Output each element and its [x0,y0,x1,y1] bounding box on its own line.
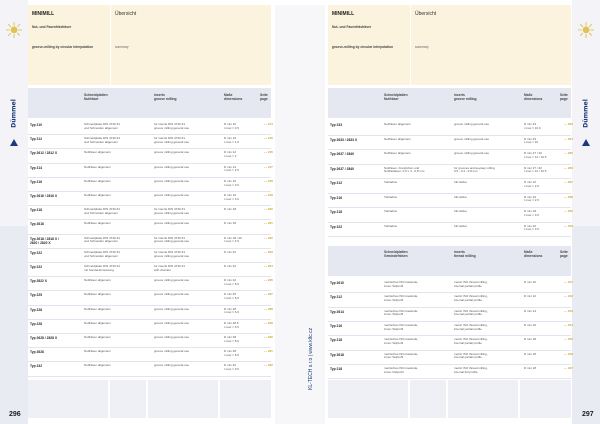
inserts-cell: for grooves and keyway milling 0.5 - 0.4 - 0.8 mm [454,165,496,174]
holder-cell: Nutfräsen allgemein [384,136,411,141]
type-cell: Typ 2612 / 2812 X [30,151,58,156]
holder-cell: Nutfräsen allgemein [84,335,111,339]
inserts-cell: groove milling general use [154,150,190,155]
table-row [28,178,271,192]
holder-cell: Vollradius [384,223,398,228]
type-cell: Typ 212 [330,295,343,300]
page-cell[interactable]: — 236 [564,165,573,170]
page-cell[interactable]: — 216 [264,150,273,155]
type-cell: Typ 2637 / 2840 [330,166,354,171]
page-cell[interactable]: — 246 [564,351,573,356]
dims-cell: D min 18 t max = 3.0 [524,209,539,217]
page-cell[interactable]: — 221 [264,221,273,226]
footer-cell [520,380,571,418]
table-row [28,220,271,234]
dims-cell: D min 22 t max = 3.5 [524,223,539,232]
sun-logo-icon: ☀ [4,18,24,43]
inserts-cell: groove milling general use [454,136,490,141]
type-cell: Typ 222 [30,250,43,255]
dims-cell: D min 16 [524,322,537,327]
inserts-cell: for inserts DIN 4730 Z1 groove milling general use [154,122,190,130]
holder-cell: Schneidplatte DIN 4730 Z1 und Schneiden allgemein [84,207,121,215]
header-title-box [328,5,410,85]
inserts-cell: groove milling general use [454,151,490,155]
page-cell[interactable]: — 247 [564,365,573,370]
inserts-cell: groove milling general use [154,349,190,354]
dims-cell: D min 12 t max = 2 [224,150,237,159]
page-cell[interactable]: — 235 [564,151,573,155]
col-holder-header: Schneidplatten Nutfräser [84,93,108,101]
page-cell[interactable]: — 244 [564,322,573,327]
type-cell: Typ 2618 [330,352,344,357]
holder-cell: Nutfräsen allgemein [384,151,411,155]
side-website-text: KL-TECH s.r.o | www.kltc.cz [308,327,314,390]
inserts-cell: groove milling general use [154,306,190,311]
column-header-band [28,88,271,118]
holder-cell: metrisches ISO-Gewinde, innen Teilprofil [384,351,419,360]
page-cell[interactable]: — 226 [264,278,273,283]
table-row [328,308,571,322]
holder-cell: Vollradius [384,194,398,199]
inserts-cell: for inserts DIN 4730 Z1 groove milling general use [154,136,190,144]
inserts-cell: metric ISO thread milling, internal partial profile [454,280,488,288]
holder-cell: metrisches ISO-Gewinde, innen Teilprofil [384,280,419,288]
inserts-cell: metric ISO thread milling, internal partial profile [454,294,488,303]
holder-cell: Nutfräsen allgemein [84,150,111,155]
col-dims-header: Maße dimensions [224,93,243,101]
type-cell: Typ 210 [30,123,43,127]
overview-title: Übersicht [415,11,437,17]
inserts-cell: metric ISO thread milling, internal partial profile [454,308,488,317]
dims-cell: D min 22 [224,264,237,268]
brand-triangle-icon [582,139,590,146]
table-row [328,293,571,307]
page-cell[interactable]: — 240 [564,223,573,228]
type-cell: Typ 2618 [30,222,44,227]
column-header-band [328,88,571,118]
holder-cell: Nutfräsen allgemein [84,320,111,325]
dims-cell: D min 12 t max = 2.0 [524,180,539,188]
sun-logo-icon: ☀ [576,18,596,43]
dims-cell: D min 28 t max = 6.0 [224,306,239,315]
table-row [328,194,571,208]
table-row [328,279,571,293]
page-cell[interactable]: — 239 [564,209,573,213]
page-cell[interactable]: — 219 [264,193,273,197]
page-cell[interactable]: — 242 [564,294,573,299]
header-title-box [28,5,110,85]
type-cell: Typ 212 [330,181,343,185]
table-row [328,121,571,135]
col-inserts-header: inserts groove milling [154,93,177,101]
page-cell[interactable]: — 230 [264,335,273,339]
table-row [328,165,571,179]
holder-cell: Nutfräsen allgemein [84,306,111,311]
right-page [300,0,600,424]
page-cell[interactable]: — 231 [264,349,273,354]
gutter [275,5,300,424]
dims-cell: D min 14 t max = 2.5 [224,164,239,173]
overview-title: Übersicht [115,11,137,17]
type-cell: Typ 228 [30,321,43,326]
table-row [28,135,271,149]
table-row [328,223,571,237]
type-cell: Typ 2616 / 2816 X [30,194,58,198]
inserts-cell: metric ISO thread milling, internal partial profile [454,351,488,360]
table-row [28,249,271,263]
row-divider [328,236,571,237]
type-cell: Typ 216 [330,323,343,328]
table-row [28,149,271,163]
holder-cell: Nutfräsen allgemein [84,292,111,297]
holder-cell: Schneidplatte DIN 4730 Z1 und Schneiden allgemein [84,136,121,144]
col-dims-header: Maße dimensions [524,93,543,101]
holder-cell: Nutfräsen allgemein [84,349,111,354]
col-holder-header: Schneidplatten Gewindefräsen [384,250,408,258]
type-cell: Typ 2637 / 2840 [330,152,354,156]
table-row [328,208,571,222]
dims-cell: D min 22 [224,249,237,254]
inserts-cell: for inserts DIN 4730 Z1 groove milling general use [154,249,190,258]
table-row [28,164,271,178]
type-cell: Typ 218 [330,366,343,371]
inserts-cell: for inserts DIN 4730 Z1 with chamfer [154,264,186,272]
holder-cell: Schneidplatte DIN 4730 Z1 und Schneiden allgemein [84,249,121,258]
dims-cell: D min 28 t max = 8.0 [224,335,239,343]
inserts-cell: groove milling general use [154,292,190,297]
col-inserts-header: inserts thread milling [454,250,476,258]
table-row [28,348,271,362]
dims-cell: D min 33 t max = 10.0 [524,122,541,130]
page-cell[interactable]: — 218 [264,178,273,183]
holder-cell: Nutfräsen allgemein [84,221,111,226]
dims-cell: D min 37 / 40 t max = 12 / 10.5 [524,165,547,174]
dims-cell: D min 18 [224,207,237,212]
inserts-cell: groove milling general use [154,193,190,197]
inserts-cell: groove milling general use [154,335,190,339]
holder-cell: metrisches ISO-Gewinde, innen Teilprofil [384,322,419,331]
dims-cell: D min 18 [524,337,537,342]
type-cell: Typ 216 [330,195,343,200]
footer-cell [110,380,146,418]
table-row [28,263,271,277]
dims-cell: D min 32 t max = 9.0 [224,363,239,372]
page-cell[interactable]: — 238 [564,194,573,199]
type-cell: Typ 228 [30,307,43,312]
holder-cell: Schneidplatte DIN 4730 Z1 und Schneiden allgemein [84,235,121,244]
page-cell[interactable]: — 233 [564,122,573,126]
type-cell: Typ 218 [330,338,343,343]
right-sidebar-lower [572,226,600,424]
holder-cell: Nutfräsen allgemein [84,363,111,368]
table-row [28,291,271,305]
footer-cell [28,380,108,418]
dims-cell: D min 10 t max = 0.5 [224,122,239,130]
type-cell: Typ 216 [30,179,43,184]
holder-cell: Schneidplatte DIN 4730 Z1 mit Sonderabmessung [84,264,121,272]
col-holder-header: Schneidplatten Nutfräser [384,93,408,101]
table-row [28,277,271,291]
footer-cell [220,380,271,418]
row-divider [28,376,271,377]
col-page-header: Seite page [560,93,568,101]
table-row [328,150,571,164]
page-cell[interactable]: — 232 [264,363,273,368]
left-sidebar-lower [0,226,28,424]
brand-logo [580,92,592,146]
header-description: groove-milling by circular interpolation [32,45,94,49]
holder-cell: metrisches ISO-Gewinde, innen Vollprofil [384,365,419,374]
table-row [328,336,571,350]
footer-cell [448,380,518,418]
inserts-cell: full radius [454,194,467,199]
holder-cell: Vollradius [384,180,398,184]
inserts-cell: groove milling general use [154,164,190,169]
header-title: MINIMILL [32,11,55,17]
dims-cell: D min 18 [524,365,537,370]
table-row [28,320,271,334]
dims-cell: D min 16 t max = 3.0 [224,178,239,187]
dims-cell: D min 28.5 t max = 6.5 [224,320,239,329]
dims-cell: D min 18 [524,351,537,356]
page-cell[interactable]: — 229 [264,320,273,325]
table-row [328,179,571,193]
footer-cell [410,380,446,418]
table-row [28,206,271,220]
type-cell: Typ 222 [30,265,43,269]
type-cell: Typ 212 [30,137,43,142]
table-row [28,334,271,348]
page-cell[interactable]: — 228 [264,306,273,311]
table-row [28,192,271,206]
page-cell[interactable]: — 223 [264,249,273,254]
page-number: 297 [582,411,594,418]
type-cell: Typ 2618 / 2818 X / 2620 / 2820 X [30,236,59,245]
holder-cell: Nutfräsen allgemein [84,193,111,197]
col-dims-header: Maße dimensions [524,250,543,258]
table-row [328,322,571,336]
inserts-cell: full radius [454,223,467,228]
type-cell: Typ 2628 [30,350,44,355]
holder-cell: metrisches ISO-Gewinde, innen Teilprofil [384,308,419,317]
inserts-cell: for inserts DIN 4730 Z1 groove milling general use [154,207,190,215]
inserts-cell: metric ISO thread milling, internal full profile [454,365,488,374]
dims-cell: D min 25 t max = 5.0 [224,292,239,301]
inserts-cell: metric ISO thread milling, internal partial profile [454,322,488,331]
dims-cell: D min 18 [224,221,237,226]
dims-cell: D min 10 [524,280,537,284]
overview-subtitle: summary [415,45,429,49]
page-cell[interactable]: — 220 [264,207,273,212]
page-cell[interactable]: — 214 [264,122,273,126]
page-cell[interactable]: — 216 [264,136,273,141]
header-title: MINIMILL [332,11,355,17]
overview-subtitle: summary [115,45,129,49]
holder-cell: Nutfräsen allgemein [84,164,111,169]
table-row [328,136,571,150]
page-cell[interactable]: — 243 [564,308,573,313]
dims-cell: D min 16 t max = 3.0 [224,193,239,201]
brand-name: Dümmel [10,99,18,128]
inserts-cell: metric ISO thread milling, internal partial profile [454,337,488,345]
type-cell: Typ 214 [30,165,43,170]
inserts-cell: groove milling general use [454,122,490,126]
dims-cell: D min 18 / 20 t max = 4.5 [224,235,242,244]
table-row [28,121,271,135]
page-cell[interactable]: — 222 [264,235,273,240]
col-page-header: Seite page [560,250,568,258]
inserts-cell: groove milling general use [154,221,190,226]
type-cell: Typ 2633 / 2833 X [330,137,358,142]
type-cell: Typ 218 [330,210,343,214]
footer-cell [148,380,218,418]
dims-cell: D min 16 t max = 2.5 [524,194,539,203]
brand-name: Dümmel [582,99,590,128]
brand-triangle-icon [10,139,18,146]
holder-cell: metrisches ISO-Gewinde, innen Teilprofil [384,294,419,303]
type-cell: Typ 225 [30,293,43,298]
page-cell[interactable]: — 227 [264,292,273,297]
col-page-header: Seite page [260,93,268,101]
inserts-cell: groove milling general use [154,363,190,368]
inserts-cell: groove milling general use [154,178,190,183]
dims-cell: D min 10 t max = 1.0 [224,136,239,144]
header-subtitle: Nut- und Fasenfräsfräser [332,25,372,29]
column-header-band-thread [328,246,571,276]
header-description: groove-milling by circular interpolation [332,45,394,49]
dims-cell: D min 12 [524,294,537,299]
dims-cell: D min 33 t max = 10 [524,136,539,145]
header-overview-box [111,5,271,85]
inserts-cell: groove milling general use [154,278,190,283]
type-cell: Typ 218 [30,208,43,213]
inserts-cell: full radius [454,180,467,184]
holder-cell: Nutfräsen allgemein [384,122,411,126]
page-cell[interactable]: — 241 [564,280,573,284]
type-cell: Typ 233 [330,123,343,127]
dims-cell: D min 22 t max = 5.0 [224,278,239,286]
brand-logo [8,92,20,146]
holder-cell: Vollradius [384,209,398,213]
table-row [328,365,571,379]
inserts-cell: groove milling general use [154,320,190,325]
inserts-cell: full radius [454,209,467,213]
footer-cell [328,380,408,418]
holder-cell: Nutfräsen allgemein [84,178,111,183]
page-cell[interactable]: — 237 [564,180,573,184]
col-inserts-header: inserts groove milling [454,93,477,101]
inserts-cell: for inserts DIN 4730 Z1 groove milling general use [154,235,190,244]
dims-cell: D min 14 [524,308,537,313]
page-number: 296 [9,411,21,418]
header-overview-box [411,5,571,85]
page-cell[interactable]: — 245 [564,337,573,342]
table-row [28,235,271,249]
dims-cell: D min 28 t max = 8.0 [224,349,239,357]
holder-cell: Nutfräsen allgemein [84,278,111,283]
holder-cell: metrisches ISO-Gewinde, innen Teilprofil [384,337,419,345]
table-row [328,351,571,365]
page-cell[interactable]: — 217 [264,164,273,169]
type-cell: Typ 2614 [330,309,344,314]
holder-cell: Schneidplatte DIN 4730 Z1 und Schneiden allgemein [84,122,121,130]
table-row [28,306,271,320]
table-row [28,362,271,376]
type-cell: Typ 222 [330,224,343,229]
page-cell[interactable]: — 224 [264,264,273,268]
dims-cell: D min 37 / 40 t max = 12 / 10.5 [524,151,547,159]
type-cell: Typ 2628 / 2828 X [30,336,58,340]
type-cell: Typ 2822 X [30,279,47,284]
type-cell: Typ 232 [30,364,43,369]
page-cell[interactable]: — 234 [564,136,573,141]
row-divider [328,378,571,379]
header-subtitle: Nut- und Fasenfräsfräser [32,25,72,29]
holder-cell: Nutfräsen, Freistichen und Nutfräsfasen, 0,5 x 4 - 0,8 mm [384,165,425,174]
type-cell: Typ 2610 [330,281,344,285]
